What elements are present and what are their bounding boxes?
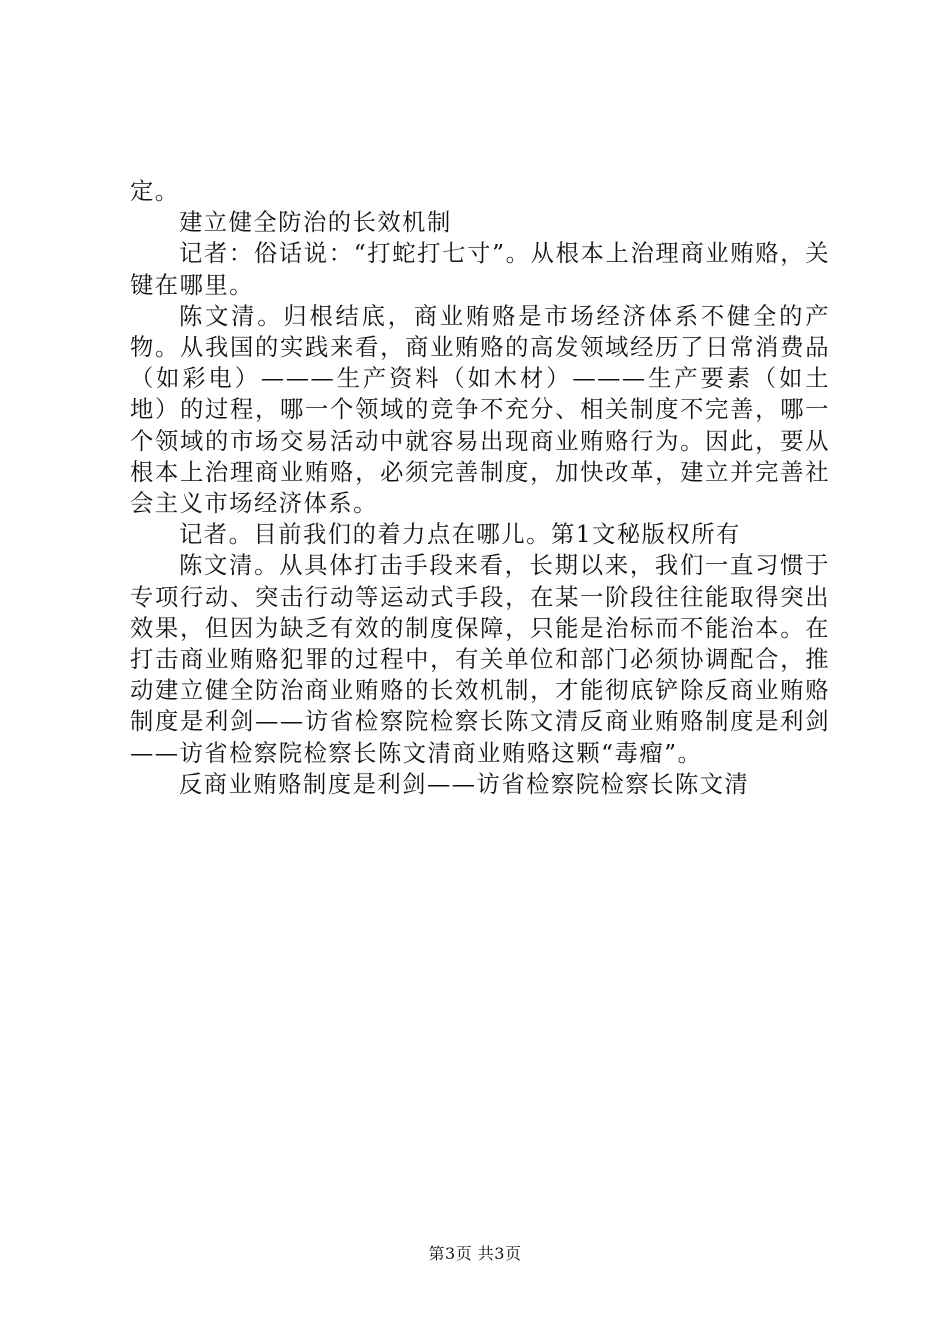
paragraph-answer-1: 陈文清。归根结底，商业贿赂是市场经济体系不健全的产物。从我国的实践来看，商业贿赂的高发领域经历了日常消费品（如彩电）———生产资料（如木材）———生产要素（如土地）的过程，哪一个领域的竞争不充分、相关制度不完善，哪一个领域的市场交易活动中就容易出现商业贿赂行为。因此，要从根本上治理商业贿赂，必须完善制度，加快改革，建立并完善社会主义市场经济体系。: [130, 302, 830, 518]
page-number-footer: 第3页 共3页: [428, 1244, 522, 1263]
paragraph-reporter-question-1: 记者：俗话说：“打蛇打七寸”。从根本上治理商业贿赂，关键在哪里。: [130, 240, 830, 299]
document-body: [130, 176, 830, 800]
paragraph-reporter-question-2: 记者。目前我们的着力点在哪儿。第1文秘版权所有: [179, 521, 741, 549]
paragraph-answer-2: 陈文清。从具体打击手段来看，长期以来，我们一直习惯于专项行动、突击行动等运动式手段，在某一阶段往往能取得突出效果，但因为缺乏有效的制度保障，只能是治标而不能治本。在打击商业贿赂犯罪的过程中，有关单位和部门必须协调配合，推动建立健全防治商业贿赂的长效机制，才能彻底铲除反商业贿赂制度是利剑——访省检察院检察长陈文清反商业贿赂制度是利剑——访省检察院检察长陈文清商业贿赂这颗“毒瘤”。: [130, 552, 830, 767]
paragraph-closing-title: 反商业贿赂制度是利剑——访省检察院检察长陈文清: [179, 770, 750, 798]
section-heading: 建立健全防治的长效机制: [179, 209, 452, 237]
paragraph-continuation: 定。: [130, 178, 180, 205]
